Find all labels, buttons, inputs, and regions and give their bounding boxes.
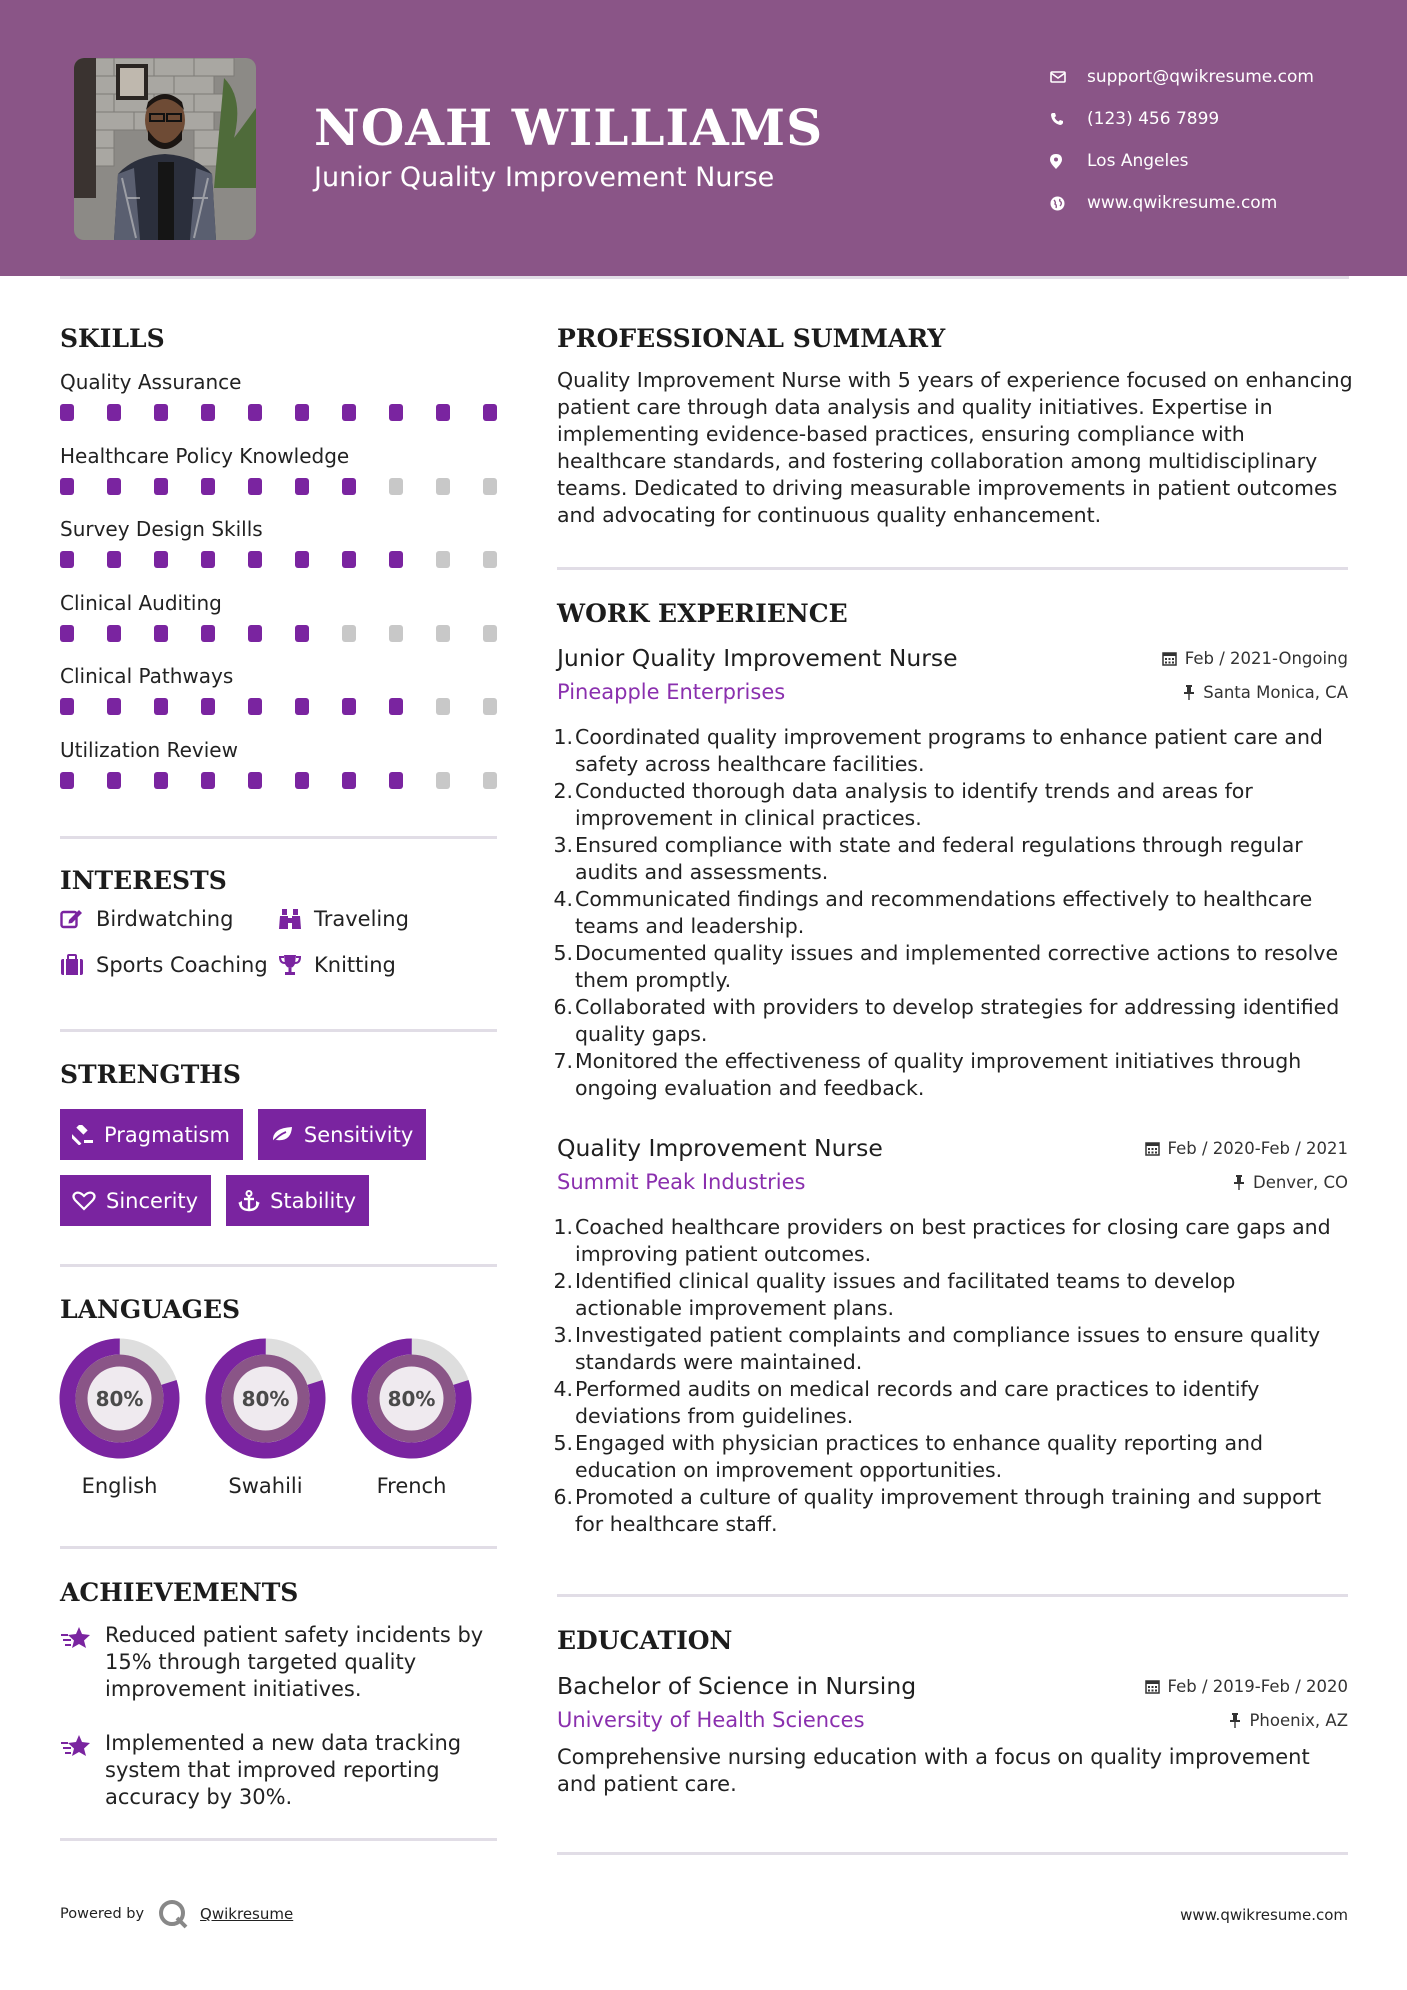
language-percent: 80%: [95, 1386, 144, 1411]
language-ring: [205, 1338, 326, 1459]
star-icon: [60, 1622, 105, 1703]
envelope-icon: [1050, 71, 1087, 83]
strengths-divider: [60, 1264, 497, 1267]
rating-dot-filled: [342, 551, 356, 568]
language-name: French: [376, 1474, 447, 1498]
interest-label: Birdwatching: [96, 907, 234, 931]
rating-dot-empty: [436, 698, 450, 715]
company-name: Summit Peak Industries: [557, 1170, 806, 1194]
duty-item: 4. Performed audits on medical records and care practices to identify deviations from guidelines.: [553, 1377, 1260, 1428]
skill-rating: [60, 551, 497, 568]
strengths-list: [60, 1109, 510, 1226]
header-divider: [60, 276, 1349, 279]
job-title: Junior Quality Improvement Nurse: [557, 644, 958, 672]
skill-item: [60, 589, 500, 663]
interest-label: Sports Coaching: [96, 953, 268, 977]
strength-badge: [60, 1109, 243, 1160]
rating-dot-filled: [154, 698, 168, 715]
skill-item: [60, 736, 500, 810]
company-name: Pineapple Enterprises: [557, 680, 786, 704]
rating-dot-filled: [60, 478, 74, 495]
rating-dot-filled: [154, 478, 168, 495]
candidate-title: Junior Quality Improvement Nurse: [314, 162, 775, 193]
duty-item: 4. Communicated findings and recommendations effectively to healthcare teams and leadership.: [553, 887, 1313, 938]
duty-item: 5. Documented quality issues and implemented corrective actions to resolve them promptly.: [553, 941, 1339, 992]
experience-divider: [557, 1594, 1348, 1597]
strength-badge: [226, 1175, 369, 1226]
achievement-text: Implemented a new data tracking system that improved reporting accuracy by 30%.: [105, 1731, 462, 1809]
rating-dot-filled: [60, 772, 74, 789]
rating-dot-filled: [342, 478, 356, 495]
map-marker-icon: [1050, 154, 1087, 169]
education-date: Feb / 2019-Feb / 2020: [1145, 1677, 1348, 1696]
phone-icon: [1050, 112, 1087, 126]
strength-badge: [60, 1175, 211, 1226]
rating-dot-filled: [389, 551, 403, 568]
rating-dot-filled: [342, 772, 356, 789]
star-icon: [60, 1730, 105, 1811]
anchor-icon: [238, 1190, 260, 1212]
achievements-list: [60, 1622, 500, 1838]
language-item: [59, 1338, 205, 1498]
achievements-divider: [60, 1838, 497, 1841]
website-text: www.qwikresume.com: [1087, 193, 1278, 213]
duty-item: 6. Promoted a culture of quality improvement through training and support for healthcare staff.: [553, 1485, 1322, 1536]
rating-dot-empty: [436, 772, 450, 789]
job-date: Feb / 2020-Feb / 2021: [1145, 1139, 1348, 1158]
contact-list: [1050, 56, 1314, 224]
rating-dot-filled: [248, 772, 262, 789]
duty-list: [553, 1214, 1348, 1538]
language-ring: [351, 1338, 472, 1459]
rating-dot-filled: [248, 478, 262, 495]
skill-item: [60, 515, 500, 589]
profile-photo: [74, 58, 256, 240]
job-date: Feb / 2021-Ongoing: [1162, 649, 1348, 668]
skill-item: [60, 662, 500, 736]
education-entry: [557, 1668, 1348, 1798]
rating-dot-filled: [342, 698, 356, 715]
rating-dot-empty: [436, 551, 450, 568]
skill-rating: [60, 404, 497, 421]
interest-label: Knitting: [314, 953, 396, 977]
achievement-item: [60, 1622, 500, 1703]
rating-dot-empty: [436, 625, 450, 642]
rating-dot-filled: [248, 404, 262, 421]
rating-dot-empty: [389, 478, 403, 495]
rating-dot-filled: [248, 698, 262, 715]
contact-email[interactable]: [1050, 56, 1314, 98]
rating-dot-filled: [107, 404, 121, 421]
rating-dot-filled: [389, 772, 403, 789]
rating-dot-filled: [295, 551, 309, 568]
duty-item: 3. Ensured compliance with state and federal regulations through regular audits and assessments.: [553, 833, 1303, 884]
pin-icon: [1229, 1713, 1241, 1728]
rating-dot-filled: [154, 625, 168, 642]
rating-dot-filled: [201, 772, 215, 789]
skill-name: Survey Design Skills: [60, 517, 263, 541]
duty-item: 3. Investigated patient complaints and compliance issues to ensure quality standards were maintained.: [553, 1323, 1321, 1374]
powered-by-label: Powered by: [60, 1906, 145, 1922]
calendar-icon: [1145, 1141, 1160, 1156]
rating-dot-filled: [60, 404, 74, 421]
rating-dot-empty: [342, 625, 356, 642]
duty-item: 7. Monitored the effectiveness of quality improvement initiatives through ongoing evaluation and feedback.: [553, 1049, 1302, 1100]
rating-dot-filled: [295, 625, 309, 642]
duty-item: 1. Coached healthcare providers on best practices for closing care gaps and improving patient outcomes.: [553, 1215, 1331, 1266]
rating-dot-filled: [295, 404, 309, 421]
trophy-icon: [278, 954, 314, 976]
skill-rating: [60, 625, 497, 642]
rating-dot-filled: [201, 551, 215, 568]
interest-item: [60, 906, 278, 932]
gavel-icon: [72, 1125, 94, 1145]
achievement-text: Reduced patient safety incidents by 15% through targeted quality improvement initiatives.: [105, 1623, 484, 1701]
skill-name: Utilization Review: [60, 737, 238, 762]
calendar-icon: [1145, 1679, 1160, 1694]
job-entry: [553, 640, 1348, 1102]
duty-item: 5. Engaged with physician practices to enhance quality reporting and education on improvement opportunities.: [553, 1431, 1264, 1482]
rating-dot-empty: [483, 551, 497, 568]
skill-rating: [60, 698, 497, 715]
rating-dot-filled: [342, 404, 356, 421]
rating-dot-filled: [389, 404, 403, 421]
rating-dot-filled: [201, 478, 215, 495]
school-name: University of Health Sciences: [557, 1708, 865, 1732]
rating-dot-filled: [60, 551, 74, 568]
leaf-icon: [270, 1125, 294, 1145]
languages-heading: LANGUAGES: [60, 1295, 241, 1324]
duty-item: 2. Identified clinical quality issues and facilitated teams to develop actionable improvement plans.: [553, 1269, 1236, 1320]
skill-name: Clinical Auditing: [60, 590, 222, 615]
language-item: [351, 1338, 497, 1498]
interests-divider: [60, 1029, 497, 1032]
rating-dot-empty: [483, 478, 497, 495]
rating-dot-filled: [248, 551, 262, 568]
candidate-name: NOAH WILLIAMS: [314, 98, 824, 157]
skills-heading: SKILLS: [60, 324, 165, 353]
rating-dot-filled: [60, 698, 74, 715]
rating-dot-filled: [107, 625, 121, 642]
languages-divider: [60, 1546, 497, 1549]
interest-label: Traveling: [314, 907, 409, 931]
skill-name: Healthcare Policy Knowledge: [60, 443, 350, 468]
heart-icon: [72, 1191, 96, 1211]
skill-rating: [60, 478, 497, 495]
summary-divider: [557, 567, 1348, 570]
education-heading: EDUCATION: [557, 1626, 733, 1655]
rating-dot-empty: [483, 625, 497, 642]
skill-rating: [60, 772, 497, 789]
rating-dot-filled: [107, 478, 121, 495]
summary-heading: PROFESSIONAL SUMMARY: [557, 324, 946, 353]
rating-dot-filled: [483, 404, 497, 421]
skill-item: [60, 368, 500, 442]
interest-item: [278, 952, 478, 978]
calendar-icon: [1162, 651, 1177, 666]
rating-dot-empty: [483, 698, 497, 715]
language-percent: 80%: [387, 1386, 436, 1411]
strength-label: Sensitivity: [303, 1122, 414, 1147]
email-text: support@qwikresume.com: [1087, 67, 1314, 87]
rating-dot-filled: [436, 404, 450, 421]
rating-dot-filled: [295, 478, 309, 495]
job-title: Quality Improvement Nurse: [557, 1134, 883, 1162]
language-item: [205, 1338, 351, 1498]
rating-dot-filled: [389, 698, 403, 715]
education-divider: [557, 1852, 1348, 1855]
globe-icon: [1050, 196, 1087, 211]
contact-website[interactable]: [1050, 182, 1314, 224]
pin-icon: [1233, 1175, 1245, 1190]
interest-item: [60, 952, 278, 978]
rating-dot-filled: [154, 551, 168, 568]
briefcase-icon: [60, 954, 96, 976]
edit-icon: [60, 908, 96, 930]
skill-item: [60, 442, 500, 516]
resume-header: [0, 0, 1407, 276]
languages-list: [59, 1338, 497, 1498]
qwikresume-link[interactable]: Qwikresume: [200, 1905, 294, 1923]
summary-text: Quality Improvement Nurse with 5 years of experience focused on enhancing patient care through data analysis and quality initiatives. Expertise in implementing evidence-based practices, ensuring compliance with healthcare standards, and fostering collaboration among multidisciplinary teams. Dedicated to driving measurable improvements in patient outcomes and advocating for continuous quality enhancement.: [557, 368, 1353, 527]
job-location: Santa Monica, CA: [1183, 683, 1348, 702]
strength-badge: [258, 1109, 426, 1160]
duty-item: 6. Collaborated with providers to develop strategies for addressing identified quality gaps.: [553, 995, 1340, 1046]
duty-list: [553, 724, 1348, 1102]
binoculars-icon: [278, 908, 314, 930]
skills-list: [60, 368, 500, 809]
rating-dot-empty: [389, 625, 403, 642]
interests-list: [60, 906, 500, 978]
rating-dot-filled: [107, 772, 121, 789]
education-location: Phoenix, AZ: [1229, 1711, 1348, 1730]
interest-item: [278, 906, 478, 932]
pin-icon: [1183, 685, 1195, 700]
language-ring: [59, 1338, 180, 1459]
rating-dot-filled: [295, 772, 309, 789]
skills-divider: [60, 836, 497, 839]
achievement-item: [60, 1730, 500, 1811]
rating-dot-empty: [483, 772, 497, 789]
rating-dot-filled: [154, 404, 168, 421]
job-location: Denver, CO: [1233, 1173, 1348, 1192]
strength-label: Pragmatism: [104, 1122, 230, 1147]
contact-phone[interactable]: [1050, 98, 1314, 140]
job-entry: [553, 1130, 1348, 1538]
rating-dot-filled: [107, 551, 121, 568]
skill-name: Quality Assurance: [60, 370, 242, 394]
achievements-heading: ACHIEVEMENTS: [60, 1578, 299, 1607]
contact-location: [1050, 140, 1314, 182]
experience-heading: WORK EXPERIENCE: [557, 599, 848, 628]
rating-dot-filled: [295, 698, 309, 715]
strength-label: Stability: [270, 1188, 357, 1213]
strengths-heading: STRENGTHS: [60, 1060, 241, 1089]
language-name: English: [81, 1474, 158, 1498]
footer-powered-by: [60, 1899, 293, 1929]
language-name: Swahili: [228, 1474, 303, 1498]
education-description: Comprehensive nursing education with a focus on quality improvement and patient care.: [557, 1745, 1310, 1796]
rating-dot-filled: [201, 698, 215, 715]
footer-website[interactable]: www.qwikresume.com: [1180, 1906, 1348, 1924]
rating-dot-filled: [248, 625, 262, 642]
phone-text: (123) 456 7899: [1087, 109, 1220, 129]
rating-dot-empty: [436, 478, 450, 495]
degree-title: Bachelor of Science in Nursing: [557, 1672, 917, 1700]
language-percent: 80%: [241, 1386, 290, 1411]
strength-label: Sincerity: [106, 1188, 199, 1213]
qwikresume-logo-icon: [158, 1899, 188, 1929]
interests-heading: INTERESTS: [60, 866, 227, 895]
duty-item: 1. Coordinated quality improvement programs to enhance patient care and safety across healthcare facilities.: [553, 725, 1323, 776]
rating-dot-filled: [60, 625, 74, 642]
skill-name: Clinical Pathways: [60, 664, 234, 688]
rating-dot-filled: [154, 772, 168, 789]
rating-dot-filled: [201, 404, 215, 421]
duty-item: 2. Conducted thorough data analysis to identify trends and areas for improvement in clinical practices.: [553, 779, 1253, 830]
rating-dot-filled: [201, 625, 215, 642]
rating-dot-filled: [107, 698, 121, 715]
location-text: Los Angeles: [1087, 151, 1189, 171]
